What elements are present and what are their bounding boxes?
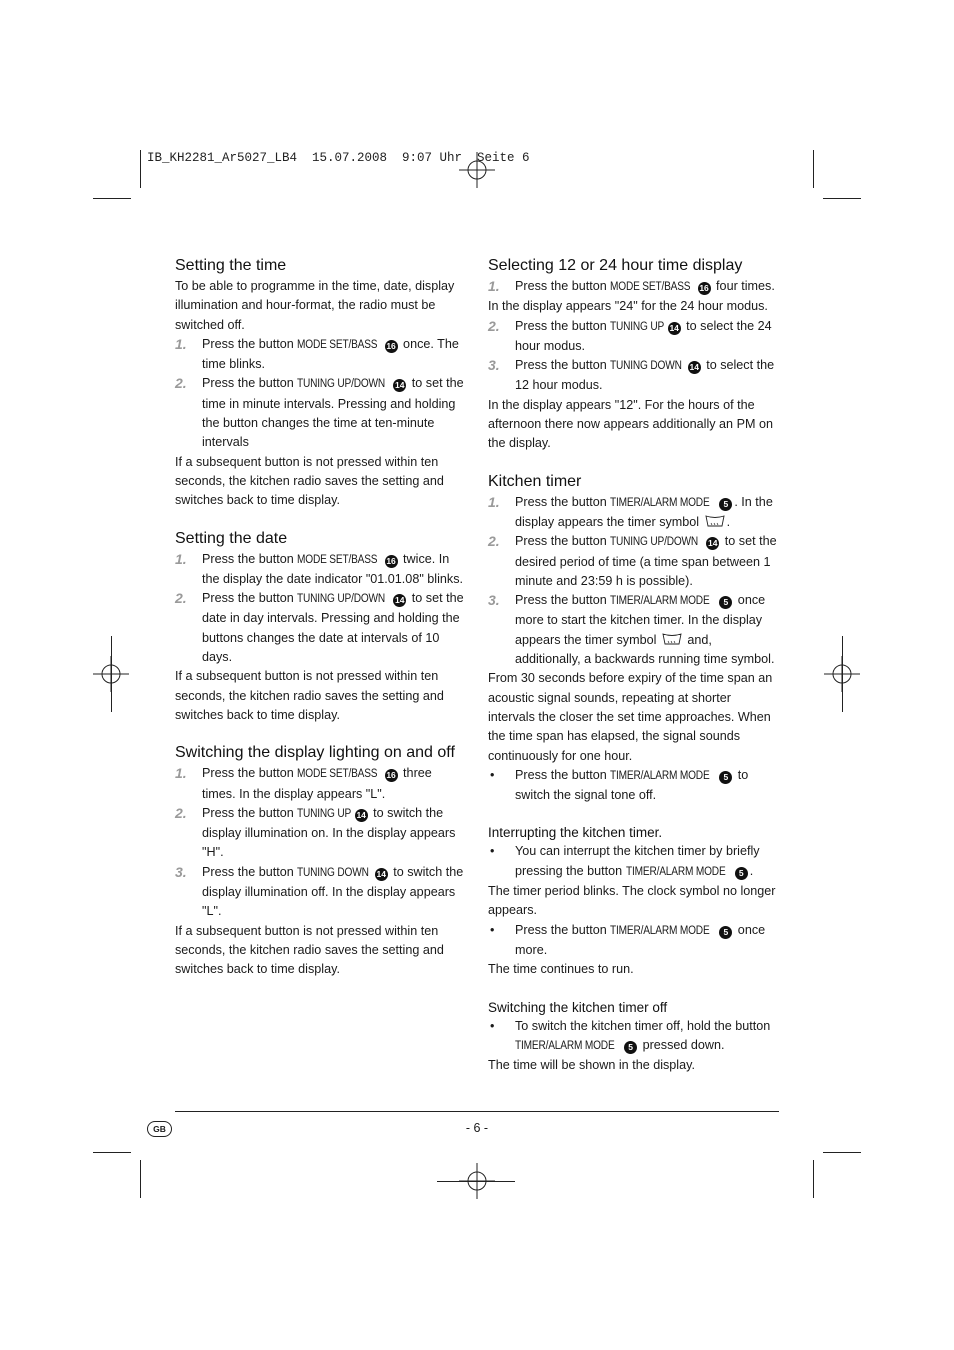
print-slug: IB_KH2281_Ar5027_LB4 15.07.2008 9:07 Uhr Seite 6 — [147, 151, 530, 165]
display-indicator: 24 — [619, 299, 634, 314]
step-number: 3. — [175, 863, 187, 880]
text: four times. — [712, 279, 775, 293]
text: three times. In the display appears " — [202, 766, 432, 801]
text: to select the 12 hour modus. — [515, 358, 775, 393]
step-3 — [488, 356, 780, 396]
part-number-badge: 16 — [386, 555, 396, 566]
display-indicator: 01.01.08 — [370, 571, 420, 586]
crop-mark — [813, 150, 814, 188]
crop-mark — [140, 1160, 141, 1198]
text: Press the button — [202, 864, 298, 879]
button-label: TIMER/ALARM MODE — [625, 865, 726, 878]
display-indicator: 12 — [619, 397, 634, 412]
text: Press the button — [515, 358, 611, 373]
step-number: 1. — [488, 493, 500, 510]
text: Press the button — [202, 376, 298, 391]
text: Press the button — [202, 805, 298, 820]
step-3 — [488, 591, 780, 669]
section-timer-off — [488, 998, 780, 1076]
step-number: 2. — [488, 533, 500, 550]
section-heading: Setting the date — [175, 529, 288, 547]
crop-mark — [813, 1160, 814, 1198]
display-indicator: L — [206, 904, 214, 919]
step-1 — [175, 335, 467, 375]
paragraph: From 30 seconds before expiry of the time span an acoustic signal sounds, repeating at shorter intervals the closer the set time approaches. When the time span has elapsed, the signal sounds continuously for one hour. — [488, 671, 773, 763]
button-label: TUNING UP — [610, 320, 665, 333]
button-label: TIMER/ALARM MODE — [610, 595, 710, 608]
section-display-lighting — [175, 743, 467, 979]
step-1 — [488, 493, 780, 533]
language-badge: GB — [147, 1121, 172, 1137]
section-setting-time — [175, 256, 467, 511]
crop-mark — [823, 1152, 861, 1153]
text: pressed down. — [639, 1037, 725, 1052]
part-number-badge: 16 — [699, 283, 709, 293]
bullet-item — [488, 921, 780, 961]
text: In the display appears " — [488, 397, 620, 412]
right-column — [488, 256, 780, 1093]
text: once more to start the kitchen timer. In the display appears the timer symbol — [515, 593, 766, 647]
step-2 — [488, 532, 780, 591]
part-number-badge: 16 — [386, 770, 396, 781]
part-number-badge: 14 — [669, 322, 679, 333]
part-number-badge: 5 — [624, 1041, 637, 1054]
text: Press the button — [515, 494, 611, 509]
part-number-badge: 5 — [719, 926, 732, 939]
button-label: TUNING UP/DOWN — [610, 536, 699, 549]
button-label: TIMER/ALARM MODE — [610, 769, 710, 782]
button-label: TIMER/ALARM MODE — [610, 496, 710, 509]
crop-mark — [842, 636, 843, 712]
step-2 — [175, 589, 467, 667]
text: Press the button — [515, 279, 611, 293]
text: and, additionally, a backwards running time symbol. — [515, 632, 775, 667]
section-kitchen-timer — [488, 472, 780, 806]
footer-rule — [175, 1111, 779, 1112]
text: Press the button — [515, 922, 611, 937]
paragraph: If a subsequent button is not pressed within ten seconds, the kitchen radio saves the setting and switches back to time display. — [175, 923, 444, 977]
step-1 — [175, 764, 467, 804]
bullet-item — [488, 842, 780, 882]
text: to switch the display illumination on. In the display appears " — [202, 805, 456, 860]
section-heading: Selecting 12 or 24 hour time display — [488, 257, 743, 274]
bullet-dot: • — [490, 767, 495, 782]
text: " blinks. — [419, 571, 463, 586]
paragraph: The time will be shown in the display. — [488, 1058, 695, 1073]
text: Press the button — [202, 551, 298, 566]
text: to select the 24 hour modus. — [515, 318, 772, 353]
text: You can interrupt the kitchen timer by briefly pressing the button — [515, 844, 760, 878]
text: to switch the signal tone off. — [515, 767, 749, 803]
button-label: MODE SET/BASS — [297, 768, 378, 781]
text: Press the button — [202, 591, 298, 606]
crop-mark — [140, 150, 141, 188]
text: Press the button — [202, 766, 298, 781]
left-column — [175, 256, 467, 998]
button-label: TUNING DOWN — [610, 360, 682, 373]
timer-icon — [662, 633, 682, 646]
part-number-badge: 16 — [386, 340, 396, 351]
bullet-dot: • — [490, 922, 495, 937]
crop-mark — [93, 1152, 131, 1153]
display-indicator: H — [206, 845, 216, 860]
subsection-heading: Switching the kitchen timer off — [488, 999, 668, 1015]
button-label: TIMER/ALARM MODE — [610, 924, 710, 937]
paragraph — [488, 396, 780, 454]
text: to set the time in minute intervals. Pressing and holding the button changes the time at ten-minute intervals — [202, 376, 464, 450]
step-1 — [175, 550, 467, 590]
button-label: TUNING DOWN — [297, 866, 369, 879]
bullet-dot: • — [490, 1018, 495, 1033]
part-number-badge: 14 — [376, 868, 386, 879]
text: twice. In the display the date indicator " — [202, 551, 450, 586]
text: " for the 24 hour modus. — [633, 299, 768, 314]
paragraph: If a subsequent button is not pressed within ten seconds, the kitchen radio saves the setting and switches back to time display. — [175, 454, 444, 508]
button-label: TUNING UP — [297, 807, 352, 820]
paragraph: The time continues to run. — [488, 962, 634, 977]
bullet-item — [488, 1017, 780, 1057]
button-label: TUNING UP/DOWN — [297, 593, 386, 606]
step-2 — [488, 317, 780, 357]
text: Press the button — [202, 336, 298, 351]
page-number: - 6 - — [465, 1121, 489, 1135]
crop-mark — [823, 198, 861, 199]
section-heading: Setting the time — [175, 257, 287, 274]
paragraph — [488, 297, 780, 316]
paragraph: The timer period blinks. The clock symbol no longer appears. — [488, 884, 776, 918]
section-interrupt-timer — [488, 823, 780, 979]
button-label: TIMER/ALARM MODE — [515, 1039, 615, 1052]
step-3 — [175, 863, 467, 922]
button-label: MODE SET/BASS — [297, 553, 378, 566]
step-number: 3. — [488, 592, 500, 609]
step-2 — [175, 374, 467, 452]
section-setting-date — [175, 529, 467, 726]
display-indicator: PM — [736, 417, 756, 432]
subsection-heading: Interrupting the kitchen timer. — [488, 825, 663, 841]
timer-icon — [705, 515, 725, 528]
part-number-badge: 5 — [719, 596, 732, 609]
paragraph: To be able to programme in the time, date, display illumination and hour-format, the radio must be switched off. — [175, 279, 455, 332]
part-number-badge: 14 — [689, 362, 699, 373]
part-number-badge: 5 — [719, 771, 732, 784]
text: to set the desired period of time (a time span between 1 minute and 23:59 h is possible). — [515, 534, 777, 588]
part-number-badge: 14 — [356, 809, 366, 820]
text: to switch the display illumination off. In the display appears " — [202, 864, 464, 919]
step-number: 1. — [175, 335, 187, 352]
part-number-badge: 14 — [395, 380, 405, 391]
bullet-item — [488, 766, 780, 806]
section-heading: Switching the display lighting on and off — [175, 744, 455, 762]
text: . — [726, 514, 731, 529]
text: to set the date in day intervals. Pressing and holding the buttons changes the date at intervals of 10 days. — [202, 591, 464, 665]
step-1 — [488, 277, 780, 297]
button-label: TUNING UP/DOWN — [297, 378, 386, 391]
button-label: MODE SET/BASS — [610, 281, 691, 293]
text: ". — [213, 904, 222, 919]
text: Press the button — [515, 593, 611, 608]
button-label: MODE SET/BASS — [297, 338, 378, 351]
text: To switch the kitchen timer off, hold the button — [515, 1018, 771, 1033]
step-number: 2. — [175, 590, 187, 607]
text: Press the button — [515, 767, 611, 782]
section-heading: Kitchen timer — [488, 472, 582, 490]
display-indicator: L — [370, 786, 378, 801]
text: . — [749, 863, 754, 878]
section-hour-display — [488, 256, 780, 454]
step-number: 1. — [175, 550, 187, 567]
part-number-badge: 5 — [719, 498, 732, 511]
text: Press the button — [515, 534, 611, 549]
text: ". For the hours of the afternoon there now appears additionally an — [488, 397, 755, 432]
crop-mark — [93, 198, 131, 199]
text: once. The time blinks. — [202, 336, 459, 372]
step-number: 1. — [175, 765, 187, 782]
part-number-badge: 5 — [735, 867, 748, 880]
crop-mark — [437, 1181, 515, 1182]
part-number-badge: 14 — [395, 595, 405, 606]
crop-mark — [111, 636, 112, 712]
text: Press the button — [515, 318, 611, 333]
text: In the display appears " — [488, 299, 620, 314]
text: ". — [215, 845, 224, 860]
part-number-badge: 14 — [708, 538, 718, 549]
step-number: 1. — [488, 278, 500, 294]
step-number: 3. — [488, 357, 500, 374]
paragraph: If a subsequent button is not pressed within ten seconds, the kitchen radio saves the setting and switches back to time display. — [175, 669, 444, 722]
step-2 — [175, 804, 467, 863]
step-number: 2. — [175, 375, 187, 392]
text: once more. — [515, 922, 766, 957]
text: on the display. — [488, 417, 773, 451]
step-number: 2. — [488, 317, 500, 334]
step-number: 2. — [175, 804, 187, 821]
text: . In the display appears the timer symbol — [515, 494, 773, 529]
text: ". — [377, 786, 386, 801]
bullet-dot: • — [490, 844, 495, 859]
